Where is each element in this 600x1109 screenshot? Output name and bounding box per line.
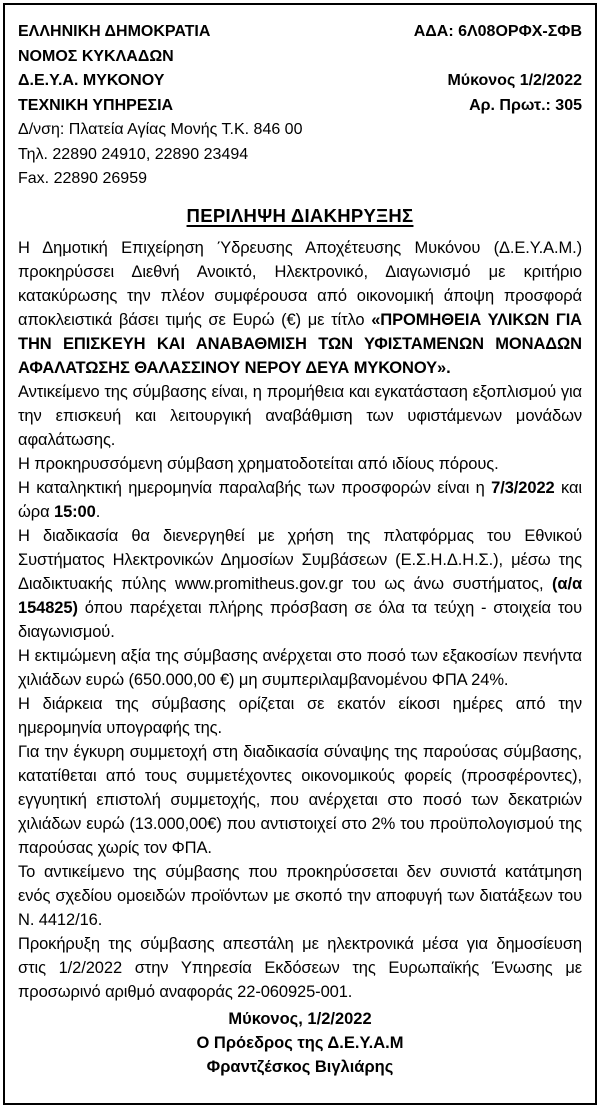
- text-run: Η διάρκεια της σύμβασης ορίζεται σε εκατόν είκοσι ημέρες από την ημερομηνία υπογραφής της.: [18, 694, 582, 737]
- header-line: ΤΕΧΝΙΚΗ ΥΠΗΡΕΣΙΑ: [18, 96, 174, 114]
- header-line: ΕΛΛΗΝΙΚΗ ΔΗΜΟΚΡΑΤΙΑ: [18, 23, 211, 40]
- header-line: Αρ. Πρωτ.: 305: [469, 96, 582, 114]
- text-run: Για την έγκυρη συμμετοχή στη διαδικασία σύναψης της παρούσας σύμβασης, κατατίθεται από τους συμμετέχοντες οικονομικούς φορείς (προσφέροντες), εγγυητική επιστολή συμμετοχής, που ανέρχεται στο ποσό των δεκατριών χιλιάδων ευρώ (13.000,00€) που αντιστοιχεί στο 2% του προϋπολογισμού της παρούσας χωρίς τον ΦΠΑ.: [18, 742, 582, 857]
- header-line: Δ.Ε.Υ.Α. ΜΥΚΟΝΟΥ: [18, 72, 165, 89]
- text-run: Αντικείμενο της σύμβασης είναι, η προμήθεια και εγκατάσταση εξοπλισμού για την επισκευή και λειτουργική αναβάθμιση των υφιστάμενων μονάδων αφαλάτωσης.: [18, 382, 582, 449]
- document-header: [18, 20, 582, 192]
- document-title: ΠΕΡΙΛΗΨΗ ΔΙΑΚΗΡΥΞΗΣ: [186, 204, 414, 226]
- header-line: Fax. 22890 26959: [18, 170, 147, 187]
- bold-text-run: «ΠΡΟΜΗΘΕΙΑ ΥΛΙΚΩΝ ΓΙΑ ΤΗΝ ΕΠΙΣΚΕΥΗ ΚΑΙ ΑΝΑΒΑΘΜΙΣΗ ΤΩΝ ΥΦΙΣΤΑΜΕΝΩΝ ΜΟΝΑΔΩΝ ΑΦΑΛΑΤΩΣΗΣ ΘΑΛΑΣΣΙΝΟΥ ΝΕΡΟΥ ΔΕΥΑ ΜΥΚΟΝΟΥ».: [18, 310, 582, 377]
- paragraph: [18, 932, 582, 1004]
- text-run: όπου παρέχεται πλήρης πρόσβαση σε όλα τα τεύχη - στοιχεία του διαγωνισμού.: [18, 598, 582, 641]
- header-line: Δ/νση: Πλατεία Αγίας Μονής Τ.Κ. 846 00: [18, 121, 303, 138]
- text-run: Η εκτιμώμενη αξία της σύμβασης ανέρχεται στο ποσό των εξακοσίων πενήντα χιλιάδων ευρώ (650.000,00 €) μη συμπεριλαμβανομένου ΦΠΑ 24%.: [18, 646, 582, 689]
- paragraph: [18, 476, 582, 524]
- header-left-column: [18, 20, 302, 192]
- header-line: Τηλ. 22890 24910, 22890 23494: [18, 145, 249, 163]
- header-line: Μύκονος 1/2/2022: [447, 72, 582, 89]
- signature-line: Μύκονος, 1/2/2022: [228, 1009, 372, 1028]
- text-run: Η διαδικασία θα διενεργηθεί με χρήση της πλατφόρμας του Εθνικού Συστήματος Ηλεκτρονικών Δημοσίων Συμβάσεων (Ε.Σ.Η.Δ.Η.Σ.), μέσω της Διαδικτυακής πύλης www.promitheus.gov.gr του ως άνω συστήματος,: [18, 526, 582, 593]
- text-run: Το αντικείμενο της σύμβασης που προκηρύσσεται δεν συνιστά κατάτμηση ενός σχεδίου ομοειδών προϊόντων με σκοπό την αποφυγή των διατάξεων του Ν. 4412/16.: [18, 862, 582, 929]
- paragraph: [18, 692, 582, 740]
- paragraph: [18, 452, 582, 476]
- bold-text-run: 7/3/2022: [491, 478, 555, 497]
- text-run: Η προκηρυσσόμενη σύμβαση χρηματοδοτείται από ιδίους πόρους.: [18, 454, 499, 473]
- bold-text-run: (α/α 154825): [18, 574, 582, 617]
- paragraph: [18, 236, 582, 380]
- paragraph: [18, 740, 582, 860]
- paragraph: [18, 380, 582, 452]
- signature-block: [18, 1007, 582, 1079]
- document-page: [3, 3, 597, 1105]
- paragraph: [18, 524, 582, 644]
- text-run: Προκήρυξη της σύμβασης απεστάλη με ηλεκτρονικά μέσα για δημοσίευση στις 1/2/2022 στην Υπηρεσία Εκδόσεων της Ευρωπαϊκής Ένωσης με προσωρινό αριθμό αναφοράς 22-060925-001.: [18, 934, 582, 1001]
- paragraph: [18, 860, 582, 932]
- header-line: [414, 45, 582, 70]
- text-run: και ώρα: [18, 478, 582, 521]
- header-right-column: [414, 20, 582, 118]
- header-line: ΑΔΑ: 6Λ08ΟΡΦΧ-ΣΦΒ: [413, 23, 582, 40]
- document-body: [18, 236, 582, 1004]
- header-line: ΝΟΜΟΣ ΚΥΚΛΑΔΩΝ: [18, 47, 174, 65]
- bold-text-run: 15:00: [54, 502, 96, 521]
- text-run: Η καταληκτική ημερομηνία παραλαβής των προσφορών είναι η: [18, 478, 492, 497]
- signature-line: Φραντζέσκος Βιγλιάρης: [206, 1057, 394, 1076]
- signature-line: Ο Πρόεδρος της Δ.Ε.Υ.Α.Μ: [196, 1033, 404, 1052]
- paragraph: [18, 644, 582, 692]
- text-run: .: [95, 502, 101, 521]
- text-run: Η Δημοτική Επιχείρηση Ύδρευσης Αποχέτευσης Μυκόνου (Δ.Ε.Υ.Α.Μ.) προκηρύσσει Διεθνή Ανοικτό, Ηλεκτρονικό, Διαγωνισμό με κριτήριο κατακύρωσης την πλέον συμφέρουσα από οικονομική άποψη προσφορά αποκλειστικά βάσει τιμής σε Ευρώ (€) με τίτλο: [18, 238, 582, 329]
